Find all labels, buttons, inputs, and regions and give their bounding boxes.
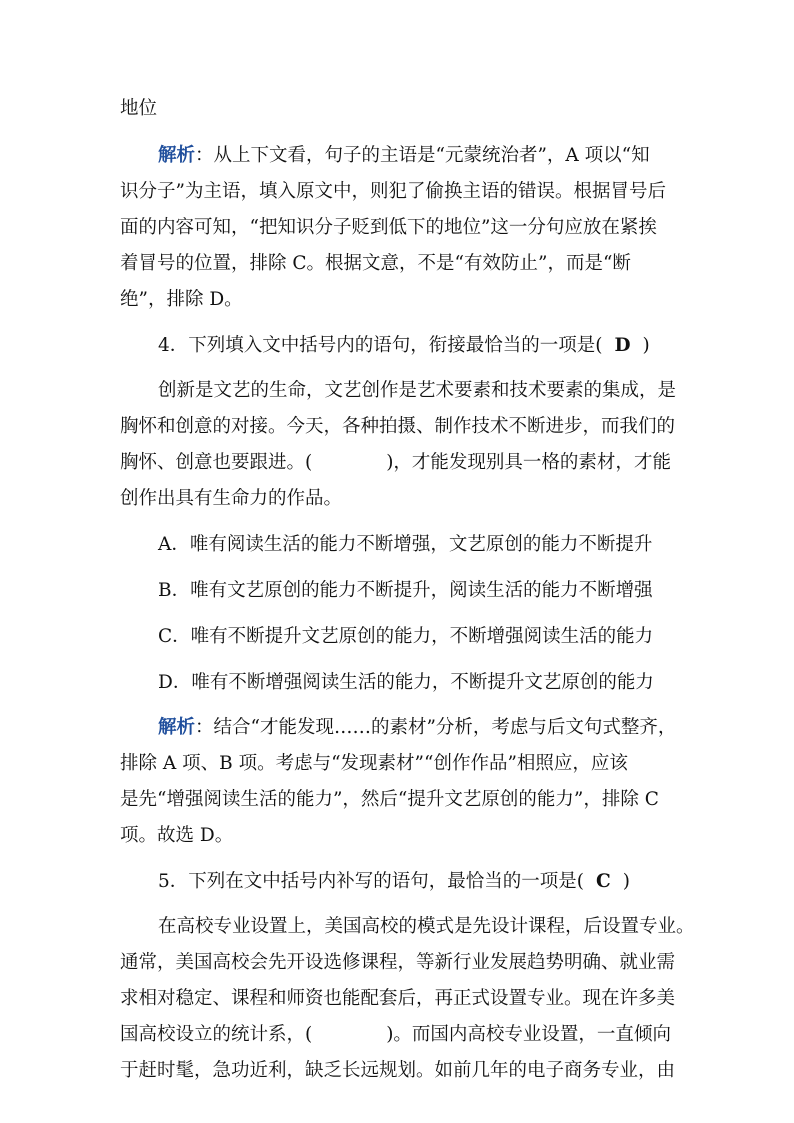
explanation-1-line-3: 面的内容可知，“把知识分子贬到低下的地位”这一分句应放在紧挨	[120, 217, 657, 238]
explanation-1-line-5: 绝”，排除 D。	[120, 289, 243, 310]
question-4-option-b: B．唯有文艺原创的能力不断提升，阅读生活的能力不断增强	[158, 580, 653, 601]
question-4-passage-line-3: 胸怀、创意也要跟进。( )，才能发现别具一格的素材，才能	[120, 452, 671, 473]
question-4-option-a: A．唯有阅读生活的能力不断增强，文艺原创的能力不断提升	[158, 534, 653, 555]
question-4-passage-line-4: 创作出具有生命力的作品。	[120, 488, 343, 509]
explanation-1-line-2: 识分子”为主语，填入原文中，则犯了偷换主语的错误。根据冒号后	[120, 181, 666, 202]
question-5-answer: C	[596, 871, 611, 892]
question-text: 5．下列在文中括号内补写的语句，最恰当的一项是(	[158, 871, 584, 892]
question-text: 4．下列填入文中括号内的语句，衔接最恰当的一项是(	[158, 335, 603, 356]
question-bracket-close: )	[622, 871, 630, 892]
explanation-2-line-4: 项。故选 D。	[120, 825, 234, 846]
question-5-stem	[158, 869, 678, 895]
explanation-label: 解析	[158, 717, 196, 738]
explanation-2-line-2: 排除 A 项、B 项。考虑与“发现素材”“创作作品”相照应，应该	[120, 753, 628, 774]
explanation-1-line-4: 着冒号的位置，排除 C。根据文意，不是“有效防止”，而是“断	[120, 253, 631, 274]
explanation-2-line-3: 是先“增强阅读生活的能力”，然后“提升文艺原创的能力”，排除 C	[120, 789, 659, 810]
explanation-2-line-1	[158, 715, 678, 741]
explanation-text: ：从上下文看，句子的主语是“元蒙统治者”，A 项以“知	[195, 145, 650, 166]
question-5-passage-line-5: 于赶时髦，急功近利，缺乏长远规划。如前几年的电子商务专业，由	[120, 1060, 676, 1081]
explanation-label: 解析	[158, 145, 196, 166]
explanation-text: ：结合“才能发现……的素材”分析，考虑与后文句式整齐，	[195, 717, 677, 738]
question-4-stem	[158, 333, 678, 359]
question-4-passage-line-2: 胸怀和创意的对接。今天，各种拍摄、制作技术不断进步，而我们的	[120, 416, 676, 437]
question-5-passage-line-2: 通常，美国高校会先开设选修课程，等新行业发展趋势明确、就业需	[120, 952, 676, 973]
question-4-answer: D	[614, 335, 631, 356]
question-4-option-d: D．唯有不断增强阅读生活的能力，不断提升文艺原创的能力	[158, 672, 654, 693]
previous-text-tail: 地位	[120, 98, 158, 119]
question-bracket-close: )	[642, 335, 650, 356]
question-5-passage-line-1: 在高校专业设置上，美国高校的模式是先设计课程，后设置专业。	[158, 916, 695, 937]
question-4-passage-line-1: 创新是文艺的生命，文艺创作是艺术要素和技术要素的集成，是	[158, 380, 677, 401]
question-4-option-c: C．唯有不断提升文艺原创的能力，不断增强阅读生活的能力	[158, 626, 654, 647]
explanation-1-line-1	[158, 143, 678, 169]
question-5-passage-line-4: 国高校设立的统计系，( )。而国内高校专业设置，一直倾向	[120, 1024, 671, 1045]
question-5-passage-line-3: 求相对稳定、课程和师资也能配套后，再正式设置专业。现在许多美	[120, 988, 676, 1009]
